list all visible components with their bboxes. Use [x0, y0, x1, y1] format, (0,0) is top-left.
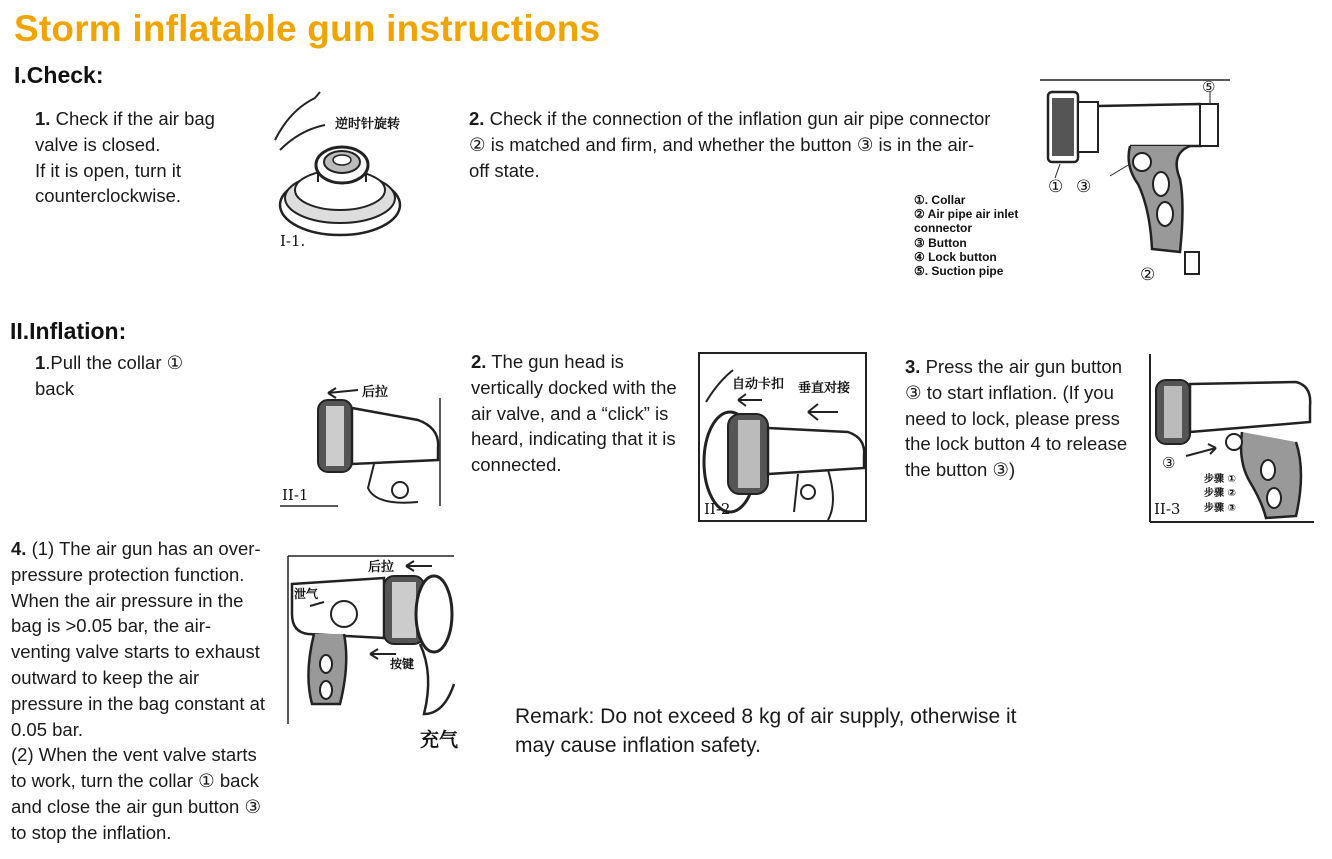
- text-line: counterclockwise.: [35, 185, 182, 207]
- step-label-1: 步骤 ①: [1204, 474, 1236, 485]
- legend-item: ⑤. Suction pipe: [914, 264, 1004, 279]
- legend-item: ④ Lock button: [914, 249, 997, 264]
- text-line: valve is closed.: [35, 133, 161, 155]
- text-line: (2) When the vent valve starts: [11, 744, 257, 766]
- inflation-step-3-text: [905, 354, 1127, 483]
- figure-label: II-1: [282, 486, 309, 504]
- text-line: heard, indicating that it is: [471, 428, 676, 450]
- text-line: the lock button 4 to release: [905, 433, 1128, 455]
- figure-label: I-1.: [280, 232, 306, 250]
- text-line: ③ to start inflation. (If you: [905, 381, 1114, 403]
- text-line: ② is matched and firm, and whether the button ③ is in the air-: [469, 133, 975, 155]
- text-line: vertically docked with the: [471, 376, 677, 398]
- figure-ii2-illustration: [698, 352, 868, 524]
- text-line: pressure protection function.: [11, 563, 245, 585]
- remark-text: [515, 702, 1017, 760]
- inflation-step-1-text: [35, 350, 183, 402]
- figure-annotation-dock: 垂直对接: [798, 381, 851, 396]
- text-line: Check if the air bag: [55, 108, 215, 129]
- step-number: 4.: [11, 538, 27, 559]
- section-check-heading: I.Check:: [14, 62, 104, 88]
- step-label-2: 步骤 ②: [1204, 488, 1236, 499]
- text-line: to stop the inflation.: [11, 821, 172, 843]
- text-line: venting valve starts to exhaust: [11, 641, 260, 663]
- figure-valve-illustration: [270, 90, 430, 260]
- legend-item: ①. Collar: [914, 193, 966, 207]
- callout-3: ③: [1162, 454, 1176, 472]
- figure-label: II-3: [1154, 500, 1181, 518]
- text-line: The gun head is: [491, 351, 624, 372]
- figure-ii3-illustration: [1146, 352, 1318, 524]
- page-title: Storm inflatable gun instructions: [14, 8, 601, 49]
- callout-3: ③: [1076, 177, 1092, 197]
- text-line: (1) The air gun has an over-: [31, 538, 261, 559]
- step-number: 2.: [469, 108, 485, 129]
- step-label-3: 步骤 ③: [1204, 503, 1236, 514]
- text-line: bag is >0.05 bar, the air-: [11, 615, 212, 637]
- text-line: off state.: [469, 159, 540, 181]
- legend-item: ③ Button: [914, 235, 967, 250]
- text-line: need to lock, please press: [905, 407, 1120, 429]
- figure-ii1-illustration: [278, 378, 444, 510]
- legend-item: ② Air pipe air inlet: [914, 207, 1019, 222]
- parts-legend: [914, 193, 1018, 278]
- text-line: back: [35, 377, 75, 399]
- text-line: When the air pressure in the: [11, 589, 244, 611]
- figure-annotation: 后拉: [362, 385, 389, 400]
- inflation-step-4-text: [11, 536, 265, 846]
- callout-5: ⑤: [1202, 78, 1216, 96]
- callout-1: ①: [1048, 177, 1064, 197]
- text-line: outward to keep the air: [11, 666, 200, 688]
- text-line: air valve, and a “click” is: [471, 402, 669, 424]
- figure-gun-illustration: [1030, 74, 1230, 284]
- step-number: 2.: [471, 351, 487, 372]
- legend-item: connector: [914, 221, 973, 236]
- figure-annotation-button: 按键: [390, 657, 415, 671]
- step-number: 1: [35, 352, 46, 373]
- figure-annotation-lock: 自动卡扣: [732, 377, 785, 392]
- text-line: to work, turn the collar ① back: [11, 770, 259, 792]
- text-line: .Pull the collar ①: [45, 352, 184, 373]
- section-inflation-heading: II.Inflation:: [10, 318, 127, 344]
- text-line: the button ③): [905, 459, 1016, 481]
- figure-annotation-pull: 后拉: [368, 560, 395, 575]
- figure-annotation: 逆时针旋转: [335, 117, 401, 132]
- figure-annotation-inflate: 充气: [420, 729, 459, 751]
- inflation-step-2-text: [471, 349, 677, 478]
- step-number: 3.: [905, 356, 921, 377]
- text-line: 0.05 bar.: [11, 718, 84, 740]
- text-line: Check if the connection of the inflation gun air pipe connector: [489, 108, 991, 129]
- callout-2: ②: [1140, 265, 1156, 284]
- text-line: connected.: [471, 454, 562, 476]
- step-number: 1.: [35, 108, 51, 129]
- text-line: If it is open, turn it: [35, 159, 182, 181]
- text-line: pressure in the bag constant at: [11, 692, 266, 714]
- text-line: Press the air gun button: [925, 356, 1123, 377]
- figure-step4-illustration: [284, 554, 464, 754]
- text-line: Remark: Do not exceed 8 kg of air supply, otherwise it: [515, 705, 1017, 728]
- check-step-1-text: [35, 106, 215, 209]
- text-line: and close the air gun button ③: [11, 795, 262, 817]
- figure-annotation-vent: 泄气: [294, 587, 319, 601]
- check-step-2-text: [469, 106, 990, 183]
- figure-label: II-2: [704, 500, 731, 518]
- text-line: may cause inflation safety.: [515, 734, 761, 757]
